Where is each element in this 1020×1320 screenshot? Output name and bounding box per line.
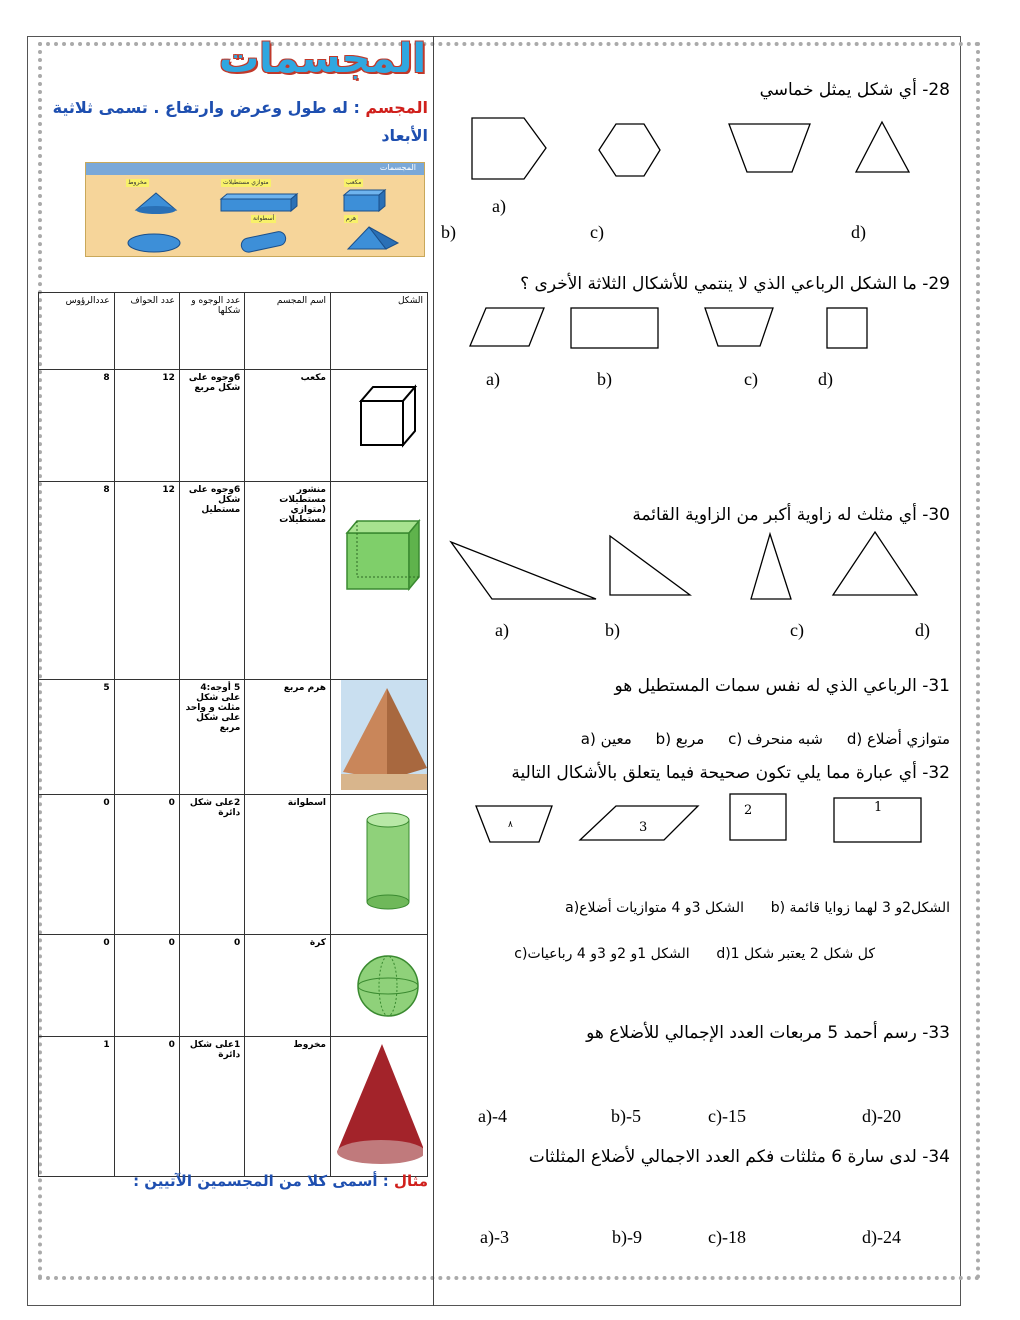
row-faces: 6وجوه على شكل مستطيل — [179, 482, 244, 680]
row-vertices: 0 — [39, 935, 115, 1037]
solids-banner-image — [85, 162, 425, 257]
q28-option-a[interactable]: a) — [492, 196, 506, 216]
q33-text: 33- رسم أحمد 5 مربعات العدد الإجمالي للأضلاع هو — [586, 1023, 950, 1043]
q32-shape-2 — [730, 794, 786, 840]
table-header-row — [39, 293, 428, 370]
row-edges: 12 — [114, 370, 179, 482]
q28-hexagon — [599, 124, 660, 176]
cube-image — [353, 373, 423, 453]
table-row — [39, 370, 428, 482]
q29-option-b[interactable]: b) — [597, 369, 612, 389]
cube-image-cell — [331, 370, 428, 482]
q28-triangle — [856, 122, 909, 172]
q32-label-1: 1 — [874, 800, 883, 815]
q34-option-a[interactable]: a)-3 — [480, 1227, 509, 1247]
banner-label-prism: متوازي مستطيلات — [223, 179, 269, 186]
row-vertices: 8 — [39, 482, 115, 680]
row-name: مكعب — [245, 370, 331, 482]
rectangular-prism-image — [343, 485, 423, 595]
header-vertices: عددالرؤوس — [39, 293, 115, 370]
example-text: : أسمى كلا من المجسمين الآتيين : — [133, 1172, 394, 1190]
table-row — [39, 482, 428, 680]
q32-choices-line1[interactable]: الشكل2و 3 لهما زوايا قائمة (b الشكل 3و 4 متوازيات أضلاع(a — [565, 900, 950, 916]
banner-label-pyramid: هرم — [346, 215, 357, 222]
row-vertices: 5 — [39, 680, 115, 795]
banner-label-cone: مخروط — [128, 179, 147, 186]
q34-option-b[interactable]: b)-9 — [612, 1227, 642, 1247]
q31-text: 31- الرباعي الذي له نفس سمات المستطيل هو — [614, 676, 950, 696]
cone-image — [337, 1040, 423, 1170]
solids-table — [38, 292, 428, 1177]
row-edges: 12 — [114, 482, 179, 680]
table-row — [39, 795, 428, 935]
q33-option-b[interactable]: b)-5 — [611, 1106, 641, 1126]
banner-label-cube: مكعب — [346, 179, 362, 186]
q33-option-a[interactable]: a)-4 — [478, 1106, 507, 1126]
definition-text: : له طول وعرض وارتفاع . تسمى ثلاثية الأبعاد — [52, 98, 428, 145]
header-shape: الشكل — [331, 293, 428, 370]
q30-option-d[interactable]: d) — [915, 620, 930, 640]
q28-text: 28- أي شكل يمثل خماسي — [759, 80, 950, 100]
q29-option-c[interactable]: c) — [744, 369, 758, 389]
q30-obtuse-triangle — [451, 542, 596, 599]
row-name: هرم مربع — [245, 680, 331, 795]
pyramid-image-cell — [331, 680, 428, 795]
header-name: اسم المجسم — [245, 293, 331, 370]
prism-image-cell — [331, 482, 428, 680]
q32-text: 32- أي عبارة مما يلي تكون صحيحة فيما يتعلق بالأشكال التالية — [511, 763, 950, 783]
q32-shape-4 — [476, 806, 552, 842]
q33-option-d[interactable]: d)-20 — [862, 1106, 901, 1126]
row-name: اسطوانة — [245, 795, 331, 935]
question-figures — [434, 36, 964, 1276]
q29-trapezoid — [705, 308, 773, 346]
sphere-image-cell — [331, 935, 428, 1037]
q29-option-a[interactable]: a) — [486, 369, 500, 389]
q30-text: 30- أي مثلث له زاوية أكبر من الزاوية القائمة — [632, 505, 950, 525]
q30-equilateral-triangle — [833, 532, 917, 595]
q33-option-c[interactable]: c)-15 — [708, 1106, 746, 1126]
pyramid-image — [341, 680, 427, 790]
q32-label-3: 3 — [639, 820, 648, 835]
sphere-image — [353, 938, 423, 1028]
row-faces: 6وجوه على شكل مربع — [179, 370, 244, 482]
q29-rectangle — [571, 308, 658, 348]
example-label: مثال — [393, 1172, 428, 1190]
q30-option-b[interactable]: b) — [605, 620, 620, 640]
q28-trapezoid — [729, 124, 810, 172]
banner-label-cylinder: أسطوانة — [253, 215, 275, 222]
q34-option-d[interactable]: d)-24 — [862, 1227, 901, 1247]
header-faces: عدد الوجوه و شكلها — [179, 293, 244, 370]
q29-parallelogram — [470, 308, 544, 346]
q28-option-c[interactable]: c) — [590, 222, 604, 242]
header-edges: عدد الحواف — [114, 293, 179, 370]
q29-option-d[interactable]: d) — [818, 369, 833, 389]
page-title: المجسمات — [218, 36, 427, 82]
q34-text: 34- لدى سارة 6 مثلثات فكم العدد الاجمالي لأضلاع المثلثات — [528, 1147, 950, 1167]
table-row — [39, 1037, 428, 1177]
row-name: كرة — [245, 935, 331, 1037]
row-edges: 0 — [114, 935, 179, 1037]
q28-option-b[interactable]: b) — [441, 222, 456, 242]
row-vertices: 0 — [39, 795, 115, 935]
row-edges: 0 — [114, 795, 179, 935]
q28-option-d[interactable]: d) — [851, 222, 866, 242]
example-line — [90, 1172, 428, 1190]
q32-choices-line2[interactable]: كل شكل 2 يعتبر شكل d)1 الشكل 1و 2و 3و 4 رباعيات(c — [514, 946, 875, 962]
row-vertices: 1 — [39, 1037, 115, 1177]
row-vertices: 8 — [39, 370, 115, 482]
q28-pentagon — [472, 118, 546, 179]
cylinder-image — [353, 798, 423, 918]
table-row — [39, 680, 428, 795]
row-faces: 1على شكل دائرة — [179, 1037, 244, 1177]
row-faces: 5 أوجه:4 على شكل مثلث و واحد على شكل مربع — [179, 680, 244, 795]
definition-term: المجسم — [365, 98, 428, 117]
cone-image-cell — [331, 1037, 428, 1177]
row-edges: 0 — [114, 1037, 179, 1177]
q30-option-a[interactable]: a) — [495, 620, 509, 640]
q29-square — [827, 308, 867, 348]
banner-solids-drawing — [86, 163, 426, 258]
row-faces: 0 — [179, 935, 244, 1037]
q31-choices[interactable]: متوازي أضلاع (d شبه منحرف (c مربع (b معين (a — [580, 730, 950, 748]
q30-acute-triangle — [751, 534, 791, 599]
banner-header-text: المجسمات — [379, 163, 416, 172]
row-edges — [114, 680, 179, 795]
cylinder-image-cell — [331, 795, 428, 935]
q32-label-4: ٨ — [508, 820, 513, 830]
solid-definition — [45, 94, 428, 150]
row-name: مخروط — [245, 1037, 331, 1177]
row-faces: 2على شكل دائرة — [179, 795, 244, 935]
q30-option-c[interactable]: c) — [790, 620, 804, 640]
q29-text: 29- ما الشكل الرباعي الذي لا ينتمي للأشكال الثلاثة الأخرى ؟ — [520, 274, 950, 294]
row-name: منشور مستطيلات (متوازي مستطيلات — [245, 482, 331, 680]
q32-label-2: 2 — [744, 803, 753, 818]
q34-option-c[interactable]: c)-18 — [708, 1227, 746, 1247]
q30-right-triangle — [610, 536, 690, 595]
table-row — [39, 935, 428, 1037]
